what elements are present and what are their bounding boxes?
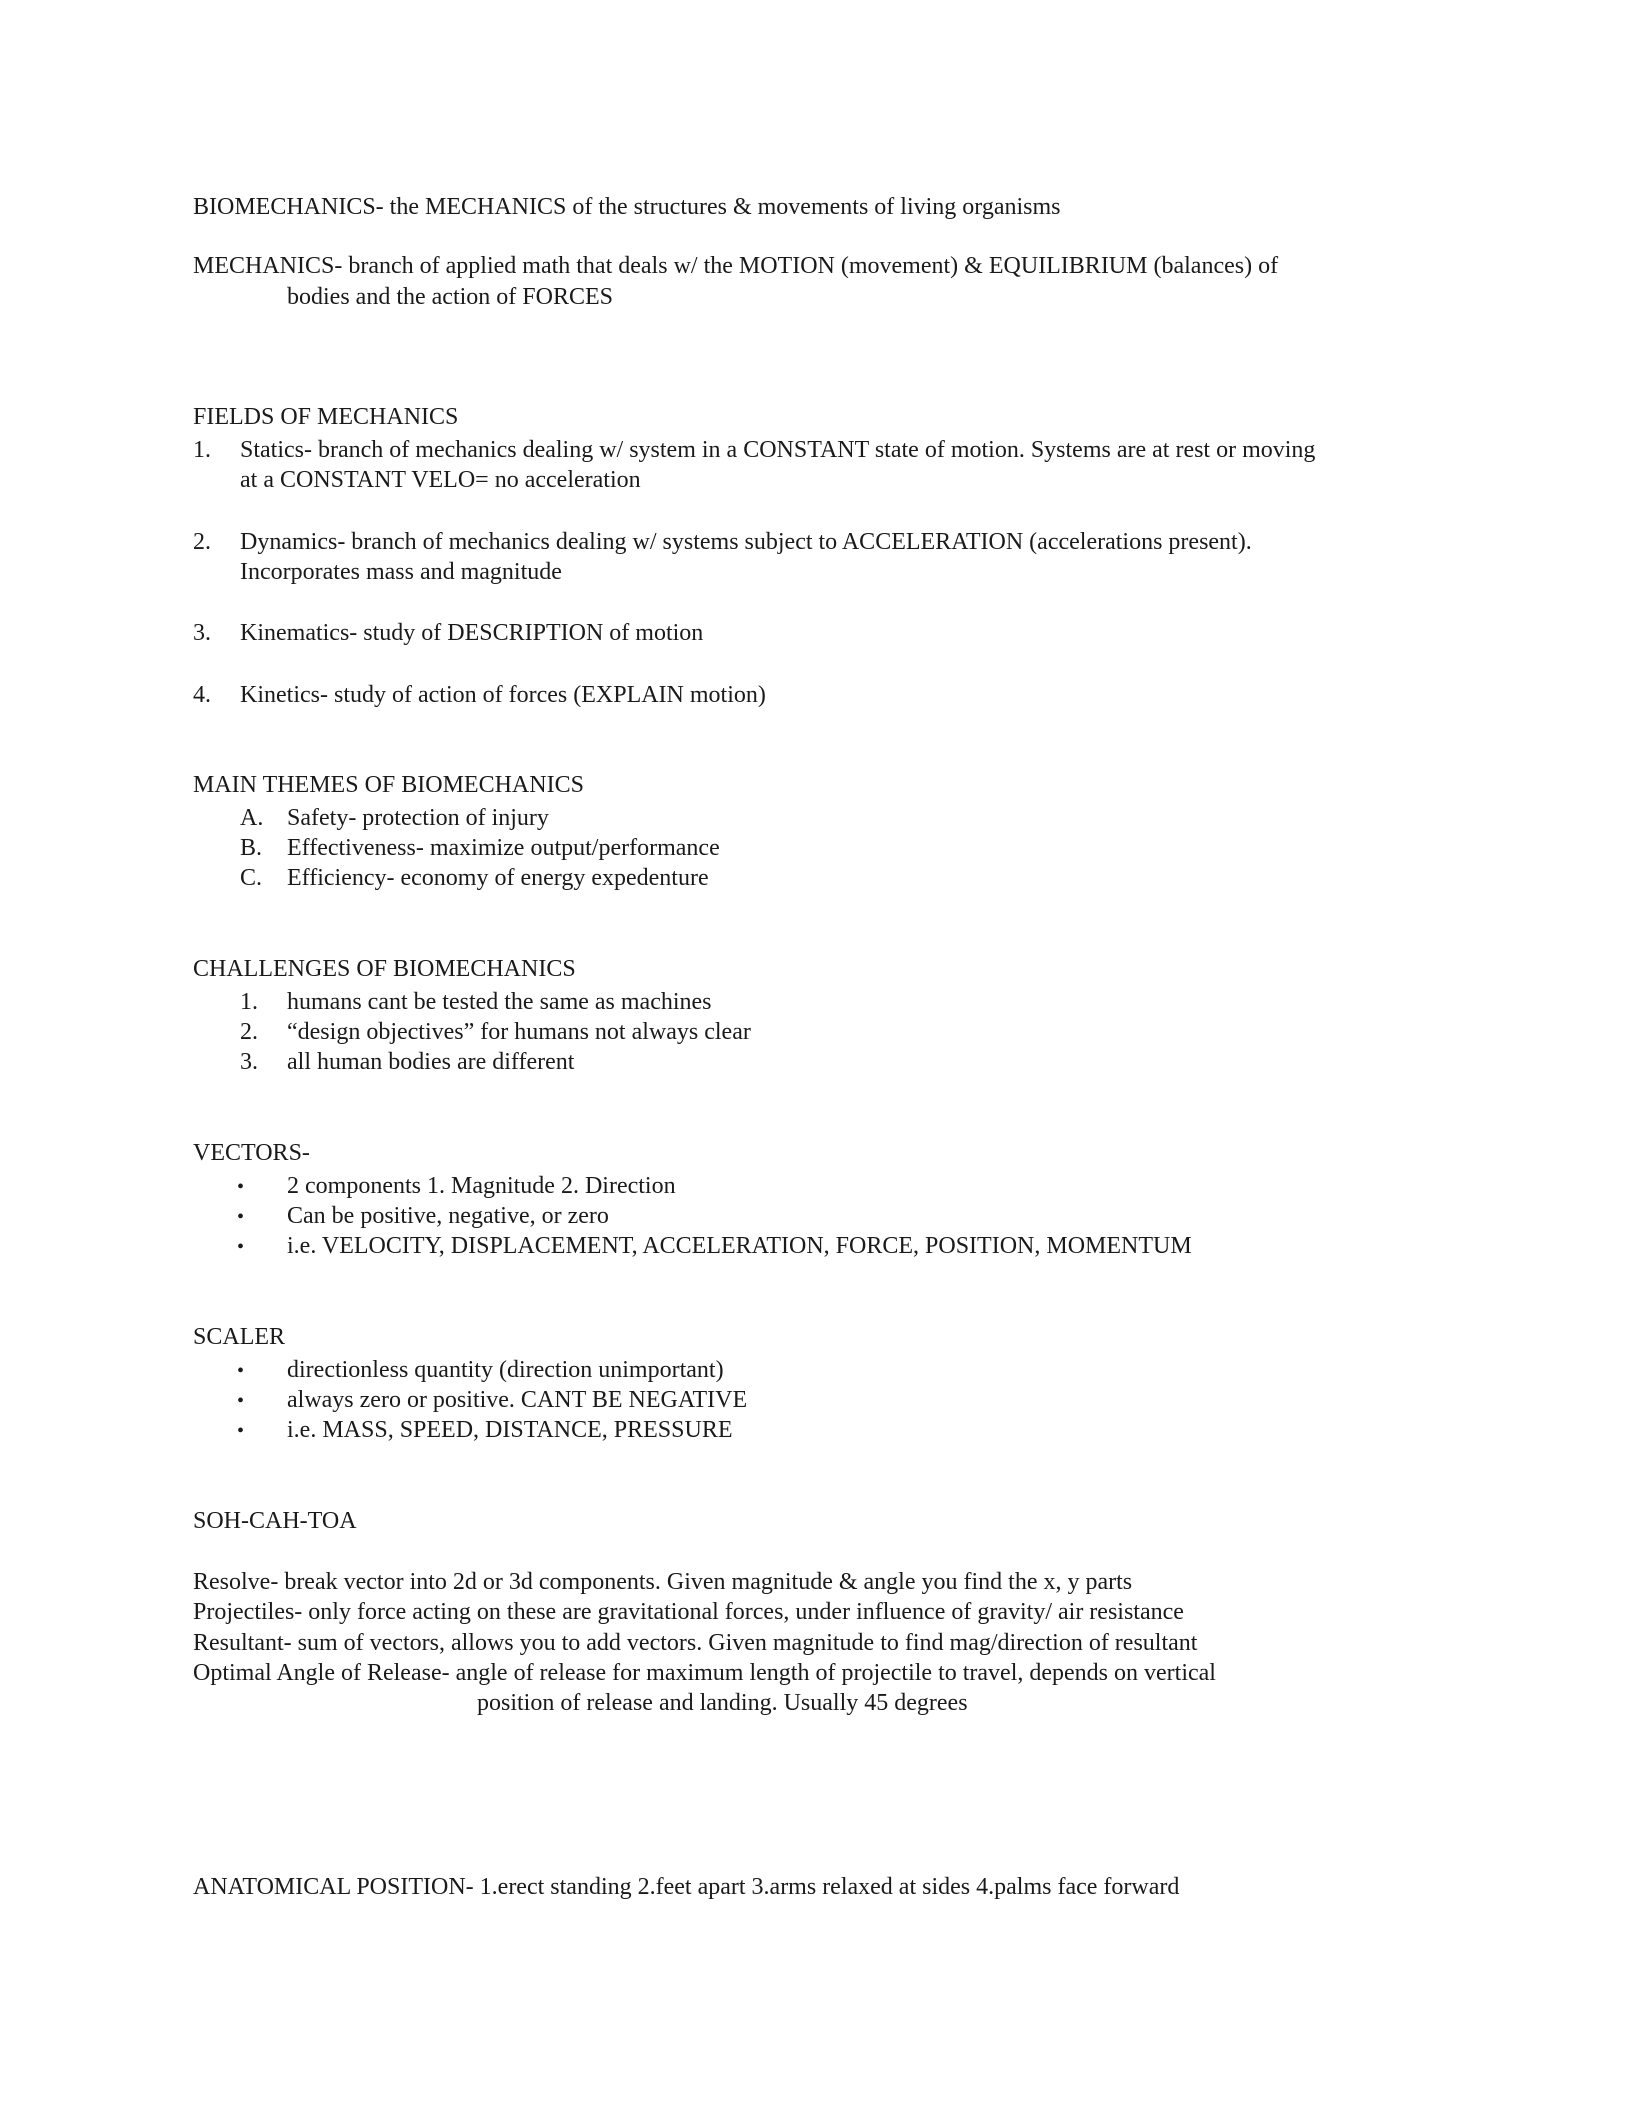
bullet-icon: • [237,1236,245,1258]
challenges-item-2-text: “design objectives” for humans not always clear [287,1019,751,1045]
fields-item-2-line2: Incorporates mass and magnitude [240,559,562,585]
themes-item-b-letter: B. [240,835,263,861]
mechanics-definition-line1: MECHANICS- branch of applied math that deals w/ the MOTION (movement) & EQUILIBRIUM (balances) of [193,253,1279,279]
scaler-item-3: i.e. MASS, SPEED, DISTANCE, PRESSURE [287,1417,733,1443]
themes-item-a-letter: A. [240,805,264,831]
fields-item-3-line1: Kinematics- study of DESCRIPTION of motion [240,620,704,646]
fields-item-2-line1: Dynamics- branch of mechanics dealing w/ systems subject to ACCELERATION (accelerations present). [240,529,1252,555]
themes-item-a-text: Safety- protection of injury [287,805,549,831]
mechanics-definition-line2: bodies and the action of FORCES [287,284,613,310]
bullet-icon: • [237,1176,245,1198]
vectors-heading: VECTORS- [193,1140,310,1166]
challenges-item-3-number: 3. [240,1049,258,1075]
vectors-item-1: 2 components 1. Magnitude 2. Direction [287,1173,676,1199]
optimal-angle-definition-line2: position of release and landing. Usually 45 degrees [477,1690,968,1716]
projectiles-definition: Projectiles- only force acting on these are gravitational forces, under influence of gravity/ air resistance [193,1599,1184,1625]
bullet-icon: • [237,1206,245,1228]
themes-item-c-letter: C. [240,865,263,891]
fields-heading: FIELDS OF MECHANICS [193,404,459,430]
challenges-item-1-number: 1. [240,989,258,1015]
soh-cah-toa-heading: SOH-CAH-TOA [193,1508,357,1534]
themes-item-c-text: Efficiency- economy of energy expedenture [287,865,709,891]
challenges-heading: CHALLENGES OF BIOMECHANICS [193,956,576,982]
bullet-icon: • [237,1390,245,1412]
anatomical-position: ANATOMICAL POSITION- 1.erect standing 2.feet apart 3.arms relaxed at sides 4.palms face forward [193,1874,1180,1900]
scaler-item-2: always zero or positive. CANT BE NEGATIVE [287,1387,748,1413]
fields-item-1-number: 1. [193,437,211,463]
bullet-icon: • [237,1360,245,1382]
challenges-item-3-text: all human bodies are different [287,1049,575,1075]
scaler-heading: SCALER [193,1324,286,1350]
resolve-definition: Resolve- break vector into 2d or 3d components. Given magnitude & angle you find the x, y parts [193,1569,1133,1595]
fields-item-1-line2: at a CONSTANT VELO= no acceleration [240,467,641,493]
themes-item-b-text: Effectiveness- maximize output/performance [287,835,720,861]
resultant-definition: Resultant- sum of vectors, allows you to add vectors. Given magnitude to find mag/direction of resultant [193,1630,1198,1656]
bullet-icon: • [237,1420,245,1442]
themes-heading: MAIN THEMES OF BIOMECHANICS [193,772,584,798]
biomechanics-definition: BIOMECHANICS- the MECHANICS of the structures & movements of living organisms [193,194,1061,220]
fields-item-4-number: 4. [193,682,211,708]
fields-item-4-line1: Kinetics- study of action of forces (EXPLAIN motion) [240,682,766,708]
fields-item-3-number: 3. [193,620,211,646]
fields-item-1-line1: Statics- branch of mechanics dealing w/ system in a CONSTANT state of motion. Systems are at rest or moving [240,437,1316,463]
vectors-item-3: i.e. VELOCITY, DISPLACEMENT, ACCELERATION, FORCE, POSITION, MOMENTUM [287,1233,1192,1259]
optimal-angle-definition-line1: Optimal Angle of Release- angle of release for maximum length of projectile to travel, depends on vertical [193,1660,1216,1686]
vectors-item-2: Can be positive, negative, or zero [287,1203,609,1229]
challenges-item-1-text: humans cant be tested the same as machines [287,989,712,1015]
fields-item-2-number: 2. [193,529,211,555]
scaler-item-1: directionless quantity (direction unimportant) [287,1357,724,1383]
challenges-item-2-number: 2. [240,1019,258,1045]
